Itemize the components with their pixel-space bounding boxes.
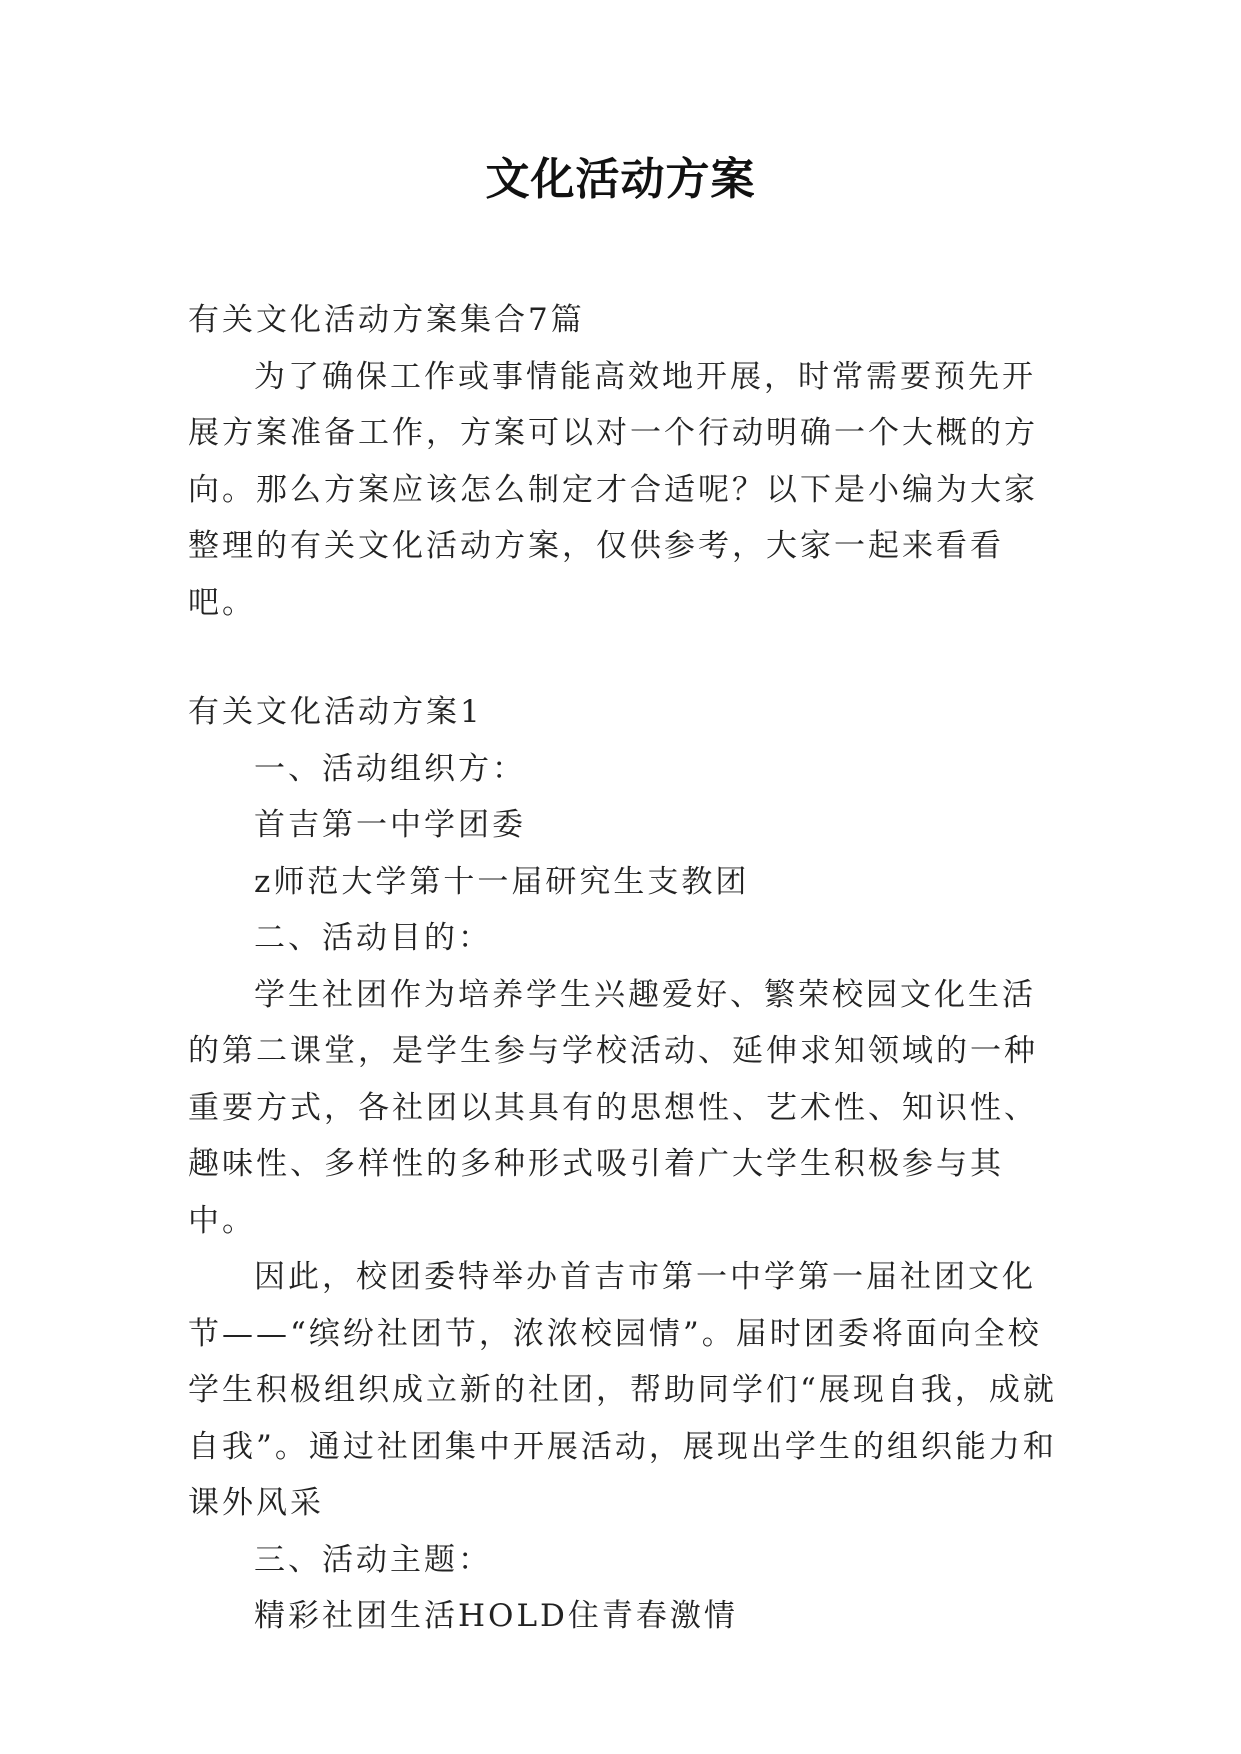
document-body [188,292,1058,1645]
intro-paragraph: 为了确保工作或事情能高效地开展，时常需要预先开展方案准备工作，方案可以对一个行动明确一个大概的方向。那么方案应该怎么制定才合适呢？以下是小编为大家整理的有关文化活动方案，仅供参考，大家一起来看看吧。 [188,358,1038,621]
document-title: 文化活动方案 [485,154,756,205]
subtitle-line: 有关文化活动方案集合7篇 [188,302,585,338]
festival-paragraph: 因此，校团委特举办首吉市第一中学第一届社团文化节——“缤纷社团节，浓浓校园情”。届时团委将面向全校学生积极组织成立新的社团，帮助同学们“展现自我，成就自我”。通过社团集中开展活动，展现出学生的组织能力和课外风采 [188,1259,1057,1521]
theme-heading: 三、活动主题： [254,1541,492,1578]
organizer-heading: 一、活动组织方： [254,750,526,787]
purpose-paragraph: 学生社团作为培养学生兴趣爱好、繁荣校园文化生活的第二课堂，是学生参与学校活动、延伸求知领域的一种重要方式，各社团以其具有的思想性、艺术性、知识性、趣味性、多样性的多种形式吸引着广大学生积极参与其中。 [188,976,1038,1239]
organizer-item: z师范大学第十一届研究生支教团 [254,863,750,900]
section-heading: 有关文化活动方案1 [188,694,483,730]
theme-text: 精彩社团生活HOLD住青春激情 [254,1598,738,1634]
paragraph-spacer [188,631,1058,684]
organizer-item: 首吉第一中学团委 [254,807,526,843]
purpose-heading: 二、活动目的： [254,920,492,956]
